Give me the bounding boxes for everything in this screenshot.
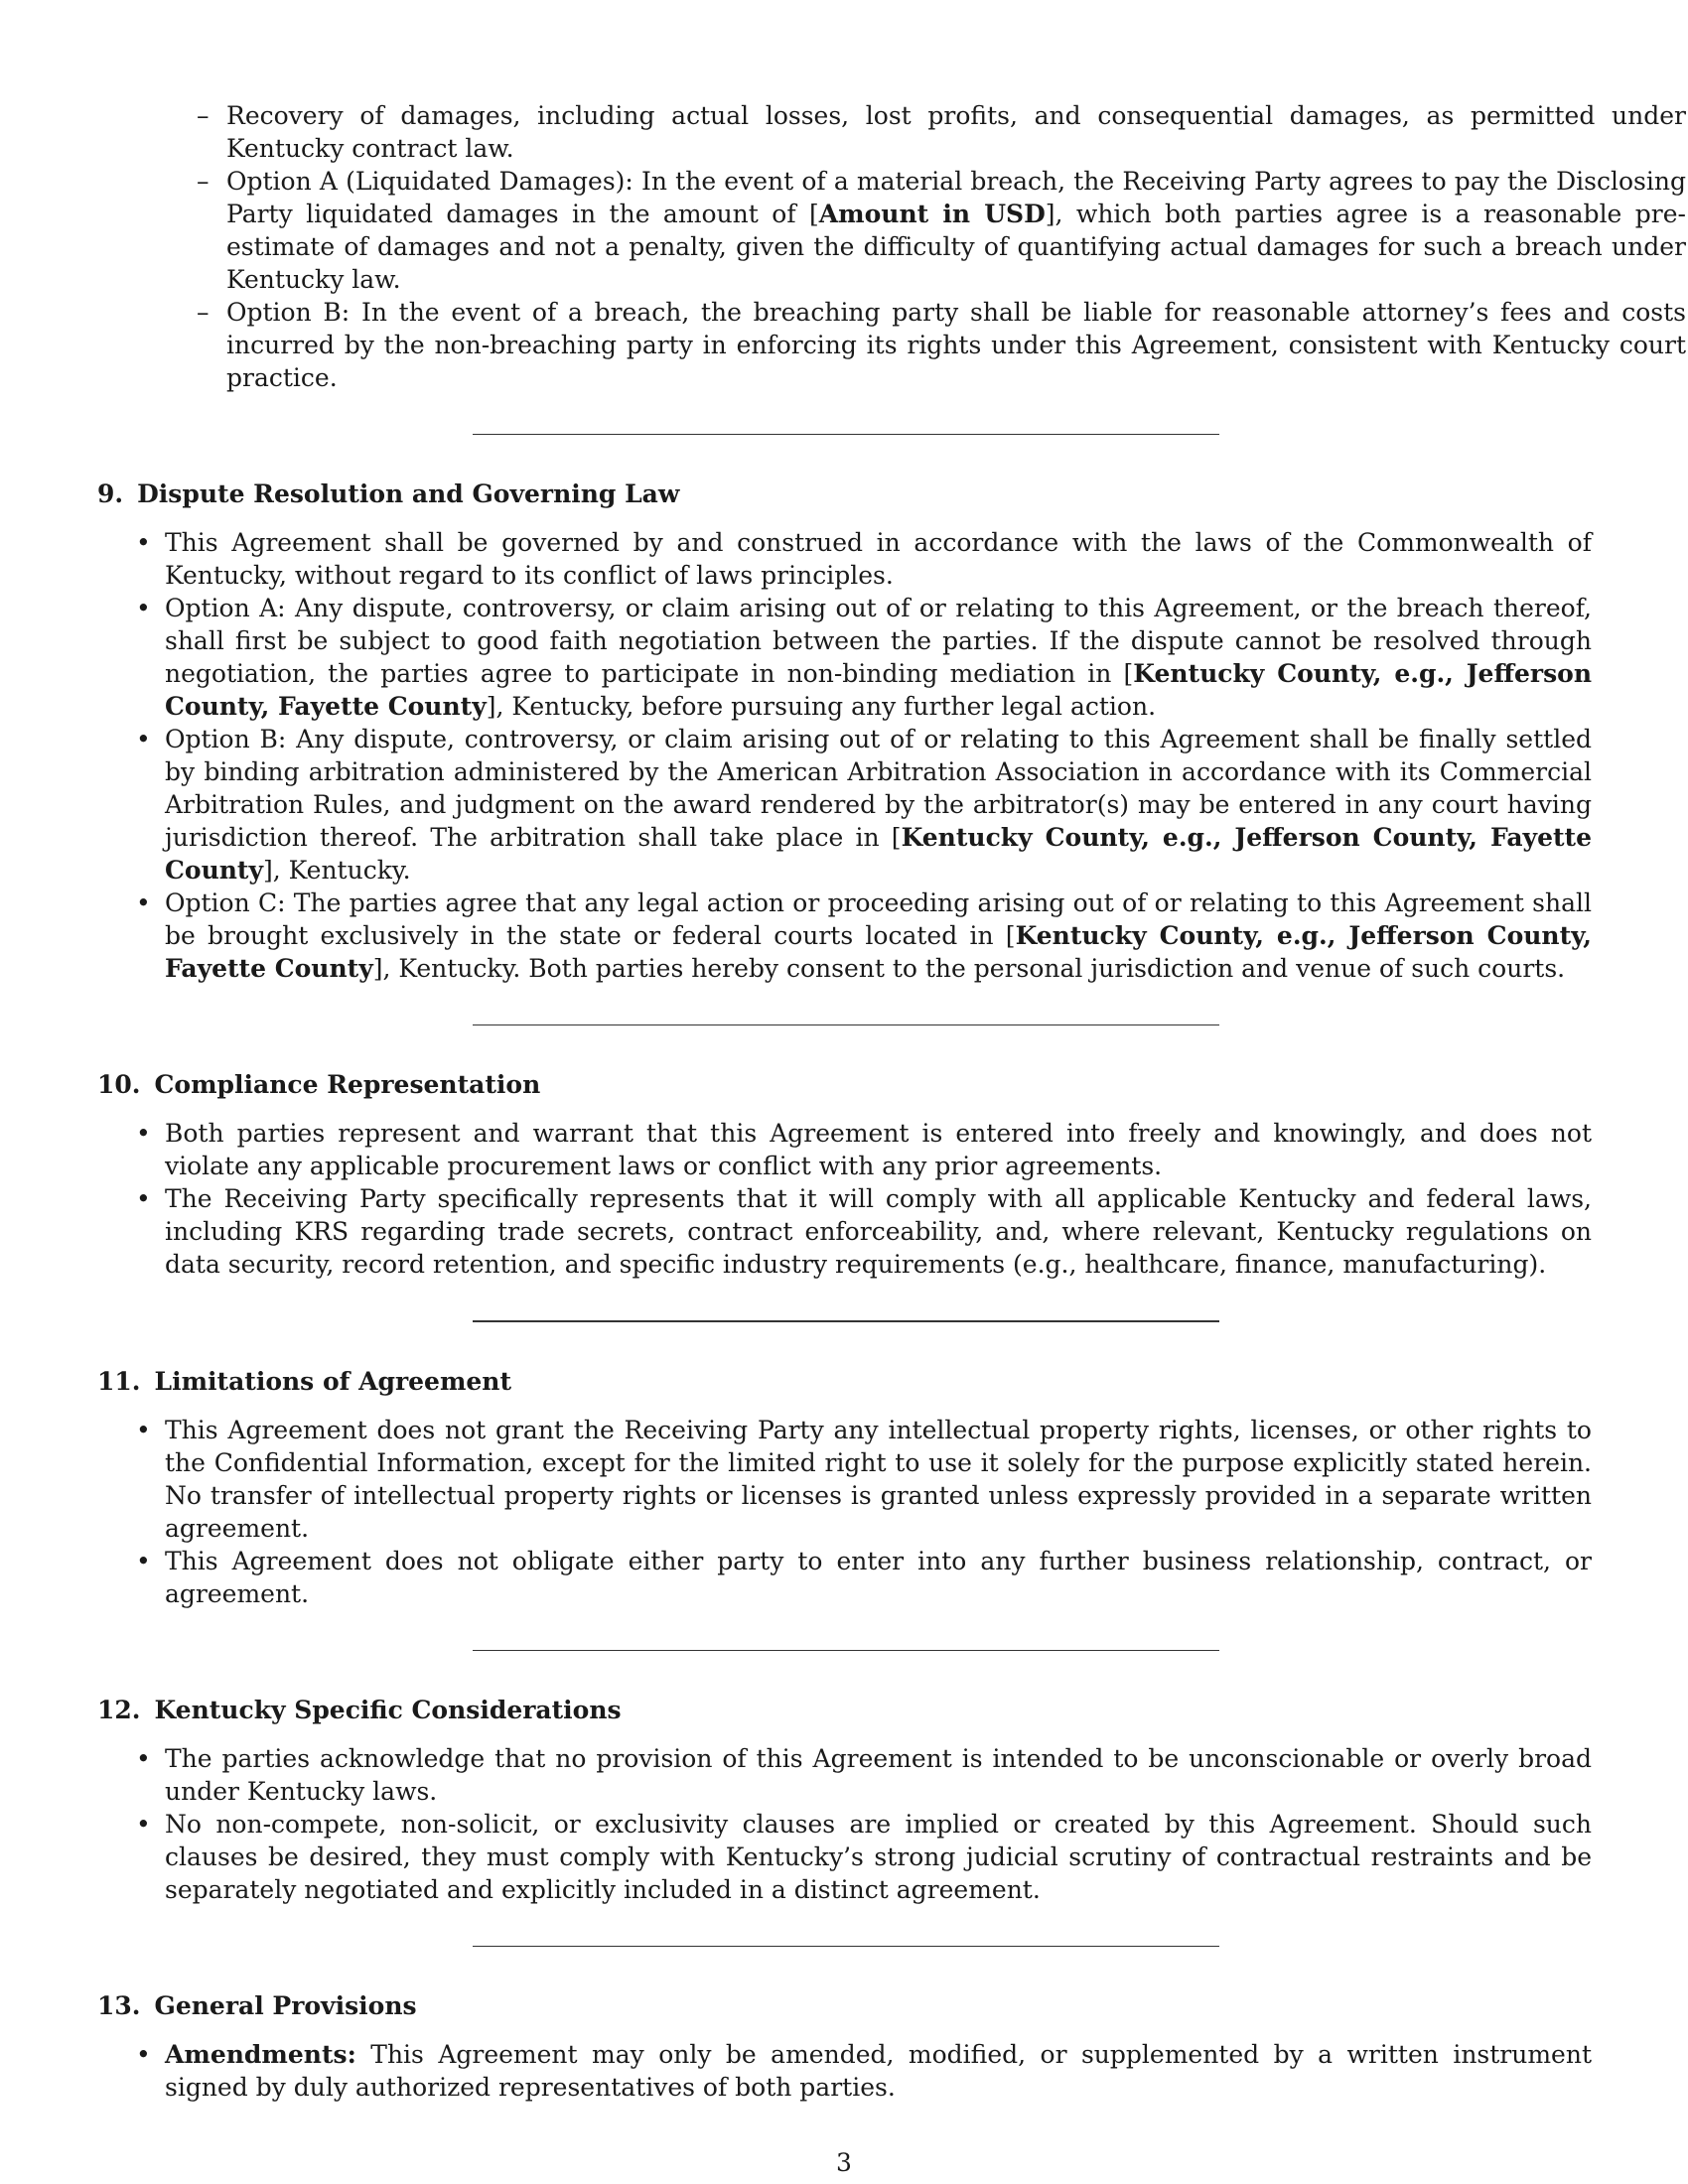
list-item: • The Receiving Party specifically represents that it will comply with all applicable Kentucky and federal laws, including KRS regarding trade secrets, contract enforceability, and, where relevant, Kentucky regulations on data security, record retention, and specific industry requirements (e.g., healthcare, finance, manufacturing). bbox=[134, 1182, 1592, 1281]
section-13-list bbox=[134, 2038, 1592, 2104]
placeholder-amount: Amount in USD bbox=[818, 200, 1046, 228]
placeholder-county: Kentucky County, e.g., Jefferson County, Fayette County bbox=[165, 659, 1592, 721]
section-11-list bbox=[134, 1414, 1592, 1610]
list-item: – Option B: In the event of a breach, the breaching party shall be liable for reasonable attorney’s fees and costs incurred by the non-breaching party in enforcing its rights under this Agreement, consistent with Kentucky court practice. bbox=[197, 296, 1686, 394]
list-item: • This Agreement does not obligate either party to enter into any further business relationship, contract, or agreement. bbox=[134, 1545, 1592, 1610]
section-10-list bbox=[134, 1117, 1592, 1281]
section-divider bbox=[473, 1320, 1219, 1322]
placeholder-county: Kentucky County, e.g., Jefferson County, Fayette County bbox=[165, 921, 1592, 983]
provision-label: Amendments: bbox=[165, 2040, 356, 2069]
page-number: 3 bbox=[836, 2148, 852, 2177]
section-heading-11: 11. Limitations of Agreement bbox=[97, 1367, 512, 1396]
section-12-list bbox=[134, 1742, 1592, 1906]
section-divider bbox=[473, 1946, 1219, 1947]
section-divider bbox=[473, 434, 1219, 435]
section-divider bbox=[473, 1650, 1219, 1651]
list-item: • Option A: Any dispute, controversy, or claim arising out of or relating to this Agreement, or the breach thereof, shall first be subject to good faith negotiation between the parties. If the dispute cannot be resolved through negotiation, the parties agree to participate in non-binding mediation in [Kentucky County, e.g., Jefferson County, Fayette County], Kentucky, before pursuing any further legal action. bbox=[134, 592, 1592, 723]
list-item: • This Agreement does not grant the Receiving Party any intellectual property rights, licenses, or other rights to the Confidential Information, except for the limited right to use it solely for the purpose explicitly stated herein. No transfer of intellectual property rights or licenses is granted unless expressly provided in a separate written agreement. bbox=[134, 1414, 1592, 1545]
section-heading-13: 13. General Provisions bbox=[97, 1991, 417, 2020]
list-item: • This Agreement shall be governed by and construed in accordance with the laws of the Commonwealth of Kentucky, without regard to its conflict of laws principles. bbox=[134, 526, 1592, 592]
section-heading-12: 12. Kentucky Specific Considerations bbox=[97, 1696, 622, 1724]
remedies-list bbox=[197, 99, 1686, 394]
section-divider bbox=[473, 1024, 1219, 1025]
section-heading-10: 10. Compliance Representation bbox=[97, 1070, 541, 1099]
list-item: – Recovery of damages, including actual losses, lost profits, and consequential damages, as permitted under Kentucky contract law. bbox=[197, 99, 1686, 165]
list-item: • Amendments: This Agreement may only be amended, modified, or supplemented by a written instrument signed by duly authorized representatives of both parties. bbox=[134, 2038, 1592, 2104]
list-item: • Option B: Any dispute, controversy, or claim arising out of or relating to this Agreement shall be finally settled by binding arbitration administered by the American Arbitration Association in accordance with its Commercial Arbitration Rules, and judgment on the award rendered by the arbitrator(s) may be entered in any court having jurisdiction thereof. The arbitration shall take place in [Kentucky County, e.g., Jefferson County, Fayette County], Kentucky. bbox=[134, 723, 1592, 887]
list-item: – Option A (Liquidated Damages): In the event of a material breach, the Receiving Party agrees to pay the Disclosing Party liquidated damages in the amount of [Amount in USD], which both parties agree is a reasonable pre-estimate of damages and not a penalty, given the difficulty of quantifying actual damages for such a breach under Kentucky law. bbox=[197, 165, 1686, 296]
list-item: • Option C: The parties agree that any legal action or proceeding arising out of or relating to this Agreement shall be brought exclusively in the state or federal courts located in [Kentucky County, e.g., Jefferson County, Fayette County], Kentucky. Both parties hereby consent to the personal jurisdiction and venue of such courts. bbox=[134, 887, 1592, 985]
section-9-list bbox=[134, 526, 1592, 985]
page-content bbox=[97, 99, 1686, 2104]
list-item: • The parties acknowledge that no provision of this Agreement is intended to be unconscionable or overly broad under Kentucky laws. bbox=[134, 1742, 1592, 1808]
section-heading-9: 9. Dispute Resolution and Governing Law bbox=[97, 479, 680, 508]
list-item: • No non-compete, non-solicit, or exclusivity clauses are implied or created by this Agreement. Should such clauses be desired, they must comply with Kentucky’s strong judicial scrutiny of contractual restraints and be separately negotiated and explicitly included in a distinct agreement. bbox=[134, 1808, 1592, 1906]
list-item: • Both parties represent and warrant that this Agreement is entered into freely and knowingly, and does not violate any applicable procurement laws or conflict with any prior agreements. bbox=[134, 1117, 1592, 1182]
placeholder-county: Kentucky County, e.g., Jefferson County, Fayette County bbox=[165, 823, 1592, 885]
